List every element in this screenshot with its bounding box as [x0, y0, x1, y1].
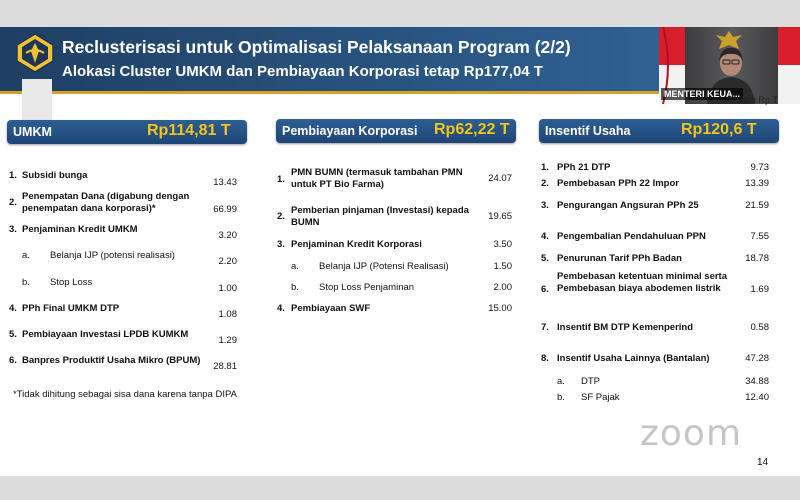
slide-subtitle: Alokasi Cluster UMKM dan Pembiayaan Korporasi tetap Rp177,04 T — [62, 63, 543, 80]
korporasi-item-value: 3.50 — [493, 239, 512, 250]
umkm-item-num: 1. — [9, 170, 17, 181]
umkm-item-value: 1.29 — [218, 335, 237, 346]
umkm-item-label: Banpres Produktif Usaha Mikro (BPUM) — [22, 355, 201, 366]
insentif-item-value: 34.88 — [745, 376, 769, 387]
insentif-item-value: 13.39 — [745, 178, 769, 189]
insentif-item-label: DTP — [581, 376, 600, 387]
insentif-item-value: 18.78 — [745, 253, 769, 264]
page-number: 14 — [757, 457, 769, 468]
korporasi-name: Pembiayaan Korporasi — [282, 124, 418, 138]
insentif-item-label: Pembebasan ketentuan minimal serta Pembebasan biaya abodemen listrik — [557, 271, 728, 294]
korporasi-item-label: Stop Loss Penjaminan — [319, 282, 415, 293]
korporasi-item-value: 19.65 — [488, 211, 512, 222]
insentif-item-label: Pengurangan Angsuran PPh 25 — [557, 200, 699, 211]
insentif-item-value: 1.69 — [750, 284, 769, 295]
korporasi-item-label: Penjaminan Kredit Korporasi — [291, 239, 422, 250]
umkm-item-num: 2. — [9, 197, 17, 208]
slide-title: Reclusterisasi untuk Optimalisasi Pelaksanaan Program (2/2) — [62, 37, 571, 57]
umkm-item-value: 1.00 — [218, 283, 237, 294]
insentif-item-num: 8. — [541, 353, 549, 364]
umkm-item-num: 6. — [9, 355, 17, 366]
insentif-item-num: 2. — [541, 178, 549, 189]
umkm-item-value: 28.81 — [213, 361, 237, 372]
umkm-item-label: PPh Final UMKM DTP — [22, 303, 120, 314]
korporasi-item-num: 4. — [277, 303, 285, 314]
insentif-item-num: 6. — [541, 284, 549, 295]
insentif-item-num: b. — [557, 392, 565, 403]
insentif-name: Insentif Usaha — [545, 124, 631, 138]
top-letterbox — [0, 0, 800, 27]
umkm-total: Rp114,81 T — [147, 122, 231, 139]
insentif-item-num: 3. — [541, 200, 549, 211]
insentif-item-label: Insentif BM DTP Kemenperind — [557, 322, 694, 333]
insentif-item-value: 12.40 — [745, 392, 769, 403]
umkm-item-num: 4. — [9, 303, 17, 314]
umkm-header — [7, 120, 247, 144]
korporasi-item-value: 15.00 — [488, 303, 512, 314]
insentif-item-value: 0.58 — [750, 322, 769, 333]
umkm-item-value: 2.20 — [218, 256, 237, 267]
insentif-item-label: Pembebasan PPh 22 Impor — [557, 178, 679, 189]
korporasi-item-num: b. — [291, 282, 299, 293]
insentif-item-label: Insentif Usaha Lainnya (Bantalan) — [557, 353, 710, 364]
korporasi-item-num: a. — [291, 261, 299, 272]
umkm-footnote: *Tidak dihitung sebagai sisa dana karena tanpa DIPA — [13, 389, 237, 400]
insentif-item-label: Pengembalian Pendahuluan PPN — [557, 231, 706, 242]
insentif-item-num: 7. — [541, 322, 549, 333]
insentif-item-num: 4. — [541, 231, 549, 242]
insentif-item-label: PPh 21 DTP — [557, 162, 611, 173]
umkm-item-num: 3. — [9, 224, 17, 235]
insentif-item-value: 7.55 — [750, 231, 769, 242]
bottom-letterbox — [0, 476, 800, 500]
umkm-item-value: 66.99 — [213, 204, 237, 215]
umkm-item-value: 3.20 — [218, 230, 237, 241]
umkm-item-num: a. — [22, 250, 30, 261]
insentif-item-value: 47.28 — [745, 353, 769, 364]
insentif-header — [539, 119, 779, 143]
korporasi-header — [276, 119, 516, 143]
umkm-item-value: 13.43 — [213, 177, 237, 188]
korporasi-item-value: 2.00 — [493, 282, 512, 293]
korporasi-item-label: Belanja IJP (Potensi Realisasi) — [319, 261, 449, 272]
umkm-item-label: Pembiayaan Investasi LPDB KUMKM — [22, 329, 189, 340]
korporasi-item-label: PMN BUMN (termasuk tambahan PMN untuk PT Bio Farma) — [291, 167, 463, 190]
participant-name: MENTERI KEUA... — [661, 88, 743, 100]
umkm-item-label: Penempatan Dana (digabung dengan penempatan dana korporasi)* — [22, 191, 190, 214]
unit-label: Dalam Rp T — [730, 95, 778, 105]
zoom-watermark: zoom — [640, 413, 743, 454]
umkm-name: UMKM — [13, 125, 52, 139]
insentif-total: Rp120,6 T — [681, 121, 757, 138]
umkm-item-label: Penjaminan Kredit UMKM — [22, 224, 138, 235]
umkm-item-label: Belanja IJP (potensi realisasi) — [50, 250, 175, 261]
korporasi-item-num: 1. — [277, 174, 285, 185]
umkm-item-value: 1.08 — [218, 309, 237, 320]
insentif-item-value: 9.73 — [750, 162, 769, 173]
korporasi-item-value: 1.50 — [493, 261, 512, 272]
korporasi-item-num: 2. — [277, 211, 285, 222]
umkm-item-label: Stop Loss — [50, 277, 93, 288]
korporasi-total: Rp62,22 T — [434, 121, 510, 138]
insentif-item-value: 21.59 — [745, 200, 769, 211]
korporasi-item-label: Pemberian pinjaman (Investasi) kepada BUMN — [291, 205, 469, 228]
insentif-item-num: 1. — [541, 162, 549, 173]
video-participant-tile[interactable] — [659, 27, 800, 104]
kemenkeu-logo-icon — [15, 33, 55, 73]
flag-icon — [778, 27, 800, 104]
umkm-item-num: 5. — [9, 329, 17, 340]
korporasi-item-value: 24.07 — [488, 173, 512, 184]
korporasi-item-label: Pembiayaan SWF — [291, 303, 371, 314]
umkm-item-label: Subsidi bunga — [22, 170, 88, 181]
insentif-item-label: Penurunan Tarif PPh Badan — [557, 253, 682, 264]
insentif-item-num: a. — [557, 376, 565, 387]
korporasi-item-num: 3. — [277, 239, 285, 250]
insentif-item-num: 5. — [541, 253, 549, 264]
insentif-item-label: SF Pajak — [581, 392, 620, 403]
umkm-item-num: b. — [22, 277, 30, 288]
